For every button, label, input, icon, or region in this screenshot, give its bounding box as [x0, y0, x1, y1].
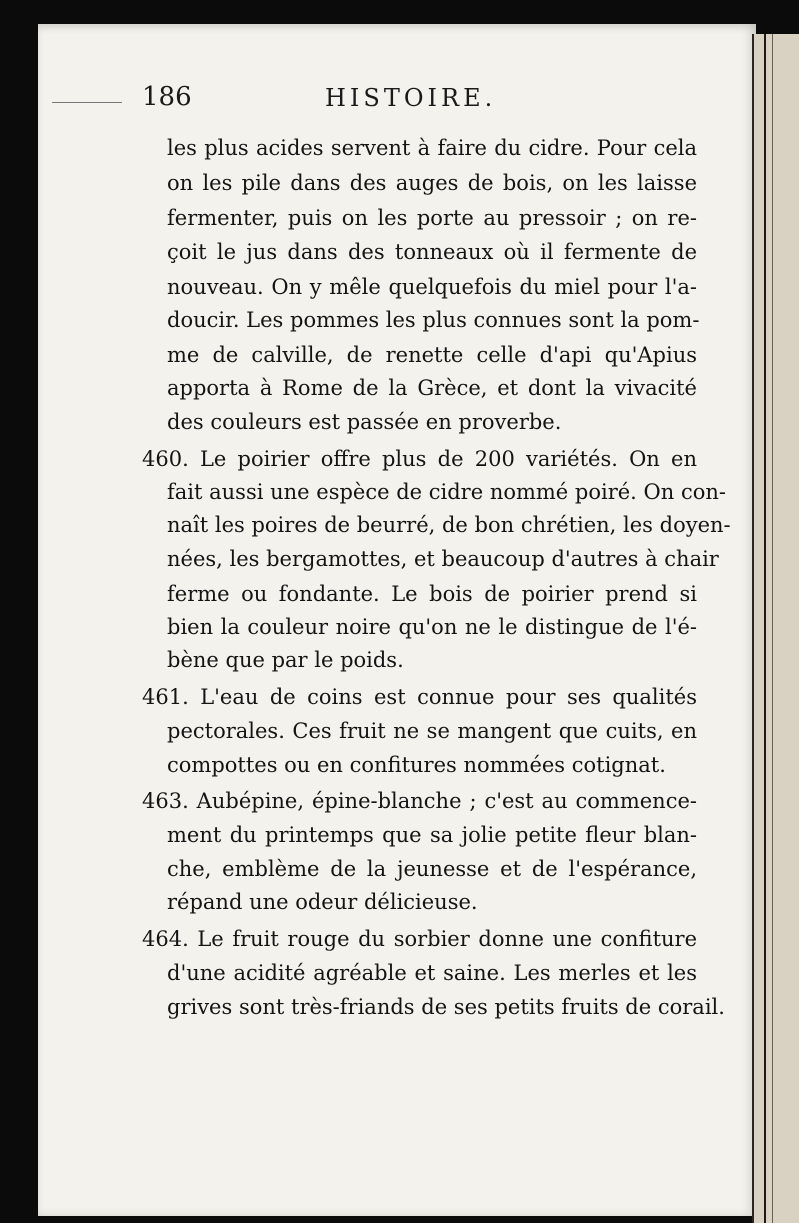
entry-first-line: 461. L'eau de coins est connue pour ses qualités [142, 685, 697, 709]
page-edge-line [772, 34, 773, 1223]
text-line: bien la couleur noire qu'on ne le distingue de l'é- [167, 615, 697, 639]
text-line: çoit le jus dans des tonneaux où il fermente de [167, 240, 697, 264]
text-line: bène que par le poids. [167, 648, 404, 672]
text-line: des couleurs est passée en proverbe. [167, 410, 562, 434]
text-line: ment du printemps que sa jolie petite fleur blan- [167, 823, 697, 847]
running-title: HISTOIRE. [325, 84, 497, 112]
facing-page-edge [752, 34, 799, 1223]
text-line: naît les poires de beurré, de bon chrétien, les doyen- [167, 513, 731, 537]
page-header [0, 80, 799, 120]
text-line: fermenter, puis on les porte au pressoir ; on re- [167, 206, 697, 230]
text-line: nouveau. On y mêle quelquefois du miel pour l'a- [167, 275, 697, 299]
page-number: 186 [142, 82, 192, 112]
entry-first-line: 463. Aubépine, épine-blanche ; c'est au commence- [142, 789, 697, 813]
text-line: che, emblème de la jeunesse et de l'espérance, [167, 857, 697, 881]
text-line: fait aussi une espèce de cidre nommé poiré. On con- [167, 480, 726, 504]
text-line: compottes ou en confitures nommées cotignat. [167, 753, 666, 777]
text-line: les plus acides servent à faire du cidre. Pour cela [167, 136, 697, 160]
text-line: d'une acidité agréable et saine. Les merles et les [167, 961, 697, 985]
header-rule [52, 102, 122, 103]
text-line: me de calville, de renette celle d'api qu'Apius [167, 343, 697, 367]
text-line: on les pile dans des auges de bois, on les laisse [167, 171, 697, 195]
entry-first-line: 464. Le fruit rouge du sorbier donne une confiture [142, 927, 697, 951]
text-line: répand une odeur délicieuse. [167, 890, 478, 914]
page-edge-line [764, 34, 766, 1223]
text-line: doucir. Les pommes les plus connues sont la pom- [167, 308, 700, 332]
text-line: ferme ou fondante. Le bois de poirier prend si [167, 582, 697, 606]
text-line: nées, les bergamottes, et beaucoup d'autres à chair [167, 547, 719, 571]
text-line: grives sont très-friands de ses petits fruits de corail. [167, 995, 725, 1019]
text-line: apporta à Rome de la Grèce, et dont la vivacité [167, 376, 697, 400]
text-line: pectorales. Ces fruit ne se mangent que cuits, en [167, 719, 697, 743]
entry-first-line: 460. Le poirier offre plus de 200 variétés. On en [142, 447, 697, 471]
